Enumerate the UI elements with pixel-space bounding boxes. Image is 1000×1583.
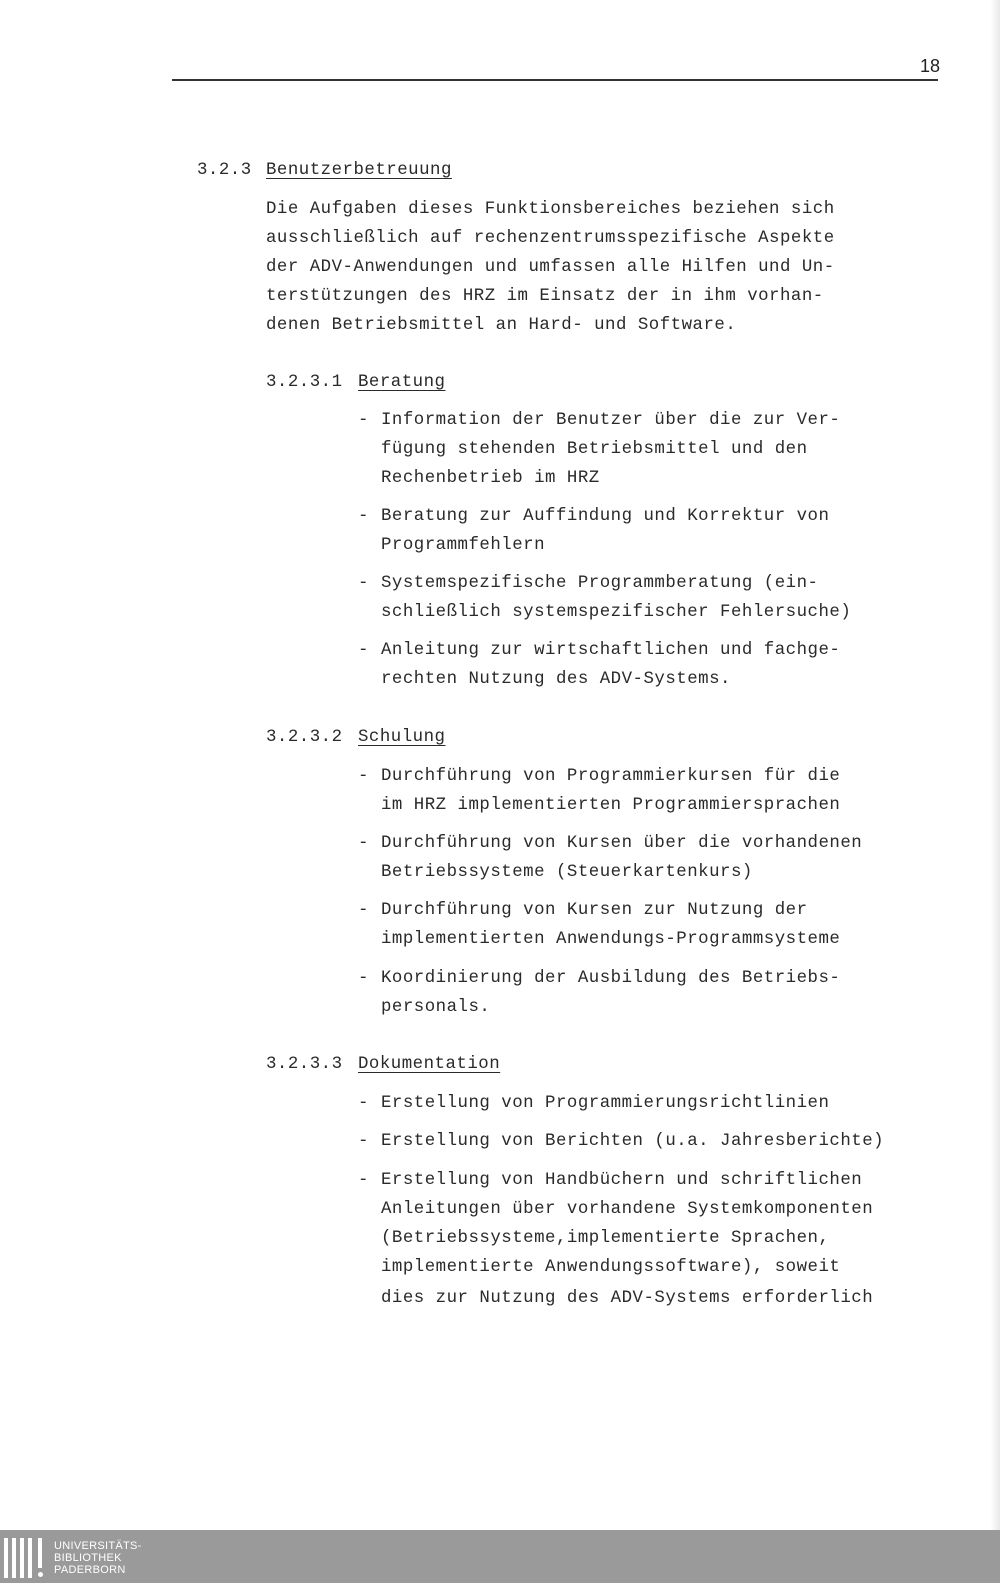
list-item-line: Betriebssysteme (Steuerkartenkurs) — [381, 863, 753, 882]
list-dash: - — [358, 767, 369, 786]
list-item-line: schließlich systemspezifischer Fehlersuche) — [381, 603, 852, 622]
page-number: 18 — [919, 56, 940, 76]
logo-text-line: BIBLIOTHEK — [54, 1552, 122, 1564]
list-dash: - — [358, 901, 369, 920]
list-dash: - — [358, 969, 369, 988]
list-item-line: Koordinierung der Ausbildung des Betriebs- — [381, 969, 841, 988]
list-dash: - — [358, 1132, 369, 1151]
list-item-line: personals. — [381, 998, 491, 1017]
section-title: Benutzerbetreuung — [266, 161, 452, 180]
list-item-line: Durchführung von Programmierkursen für die — [381, 767, 841, 786]
list-dash: - — [358, 411, 369, 430]
list-item-line: Anleitungen über vorhandene Systemkomponenten — [381, 1200, 874, 1219]
intro-line: der ADV-Anwendungen und umfassen alle Hilfen und Un- — [266, 258, 835, 277]
subsection-number: 3.2.3.1 — [266, 373, 343, 392]
list-item-line: im HRZ implementierten Programmiersprachen — [381, 796, 841, 815]
header-rule — [172, 79, 938, 81]
list-item-line: implementierte Anwendungssoftware), soweit — [381, 1258, 841, 1277]
intro-line: denen Betriebsmittel an Hard- und Software. — [266, 316, 737, 335]
list-dash: - — [358, 507, 369, 526]
subsection-title: Schulung — [358, 728, 446, 747]
list-item-line: Systemspezifische Programmberatung (ein- — [381, 574, 819, 593]
logo-text-line: PADERBORN — [54, 1564, 126, 1576]
subsection-number: 3.2.3.3 — [266, 1055, 343, 1074]
list-item-line: fügung stehenden Betriebsmittel und den — [381, 440, 808, 459]
list-item-line: Erstellung von Programmierungsrichtlinien — [381, 1094, 830, 1113]
list-dash: - — [358, 1171, 369, 1190]
list-item-line: dies zur Nutzung des ADV-Systems erforderlich — [381, 1289, 874, 1308]
list-item-line: Erstellung von Berichten (u.a. Jahresberichte) — [381, 1132, 885, 1151]
list-item-line: Information der Benutzer über die zur Ver- — [381, 411, 841, 430]
list-item-line: Anleitung zur wirtschaftlichen und fachge- — [381, 641, 841, 660]
list-item-line: rechten Nutzung des ADV-Systems. — [381, 670, 731, 689]
list-item-line: (Betriebssysteme,implementierte Sprachen, — [381, 1229, 830, 1248]
list-dash: - — [358, 1094, 369, 1113]
list-item-line: Durchführung von Kursen über die vorhandenen — [381, 834, 863, 853]
list-dash: - — [358, 574, 369, 593]
subsection-title: Dokumentation — [358, 1055, 501, 1074]
list-item-line: implementierten Anwendungs-Programmsysteme — [381, 930, 841, 949]
subsection-title: Beratung — [358, 373, 446, 392]
library-footer-bar — [0, 1530, 1000, 1583]
section-number: 3.2.3 — [197, 161, 252, 180]
list-dash: - — [358, 641, 369, 660]
list-item-line: Erstellung von Handbüchern und schriftlichen — [381, 1171, 863, 1190]
list-item-line: Beratung zur Auffindung und Korrektur von — [381, 507, 830, 526]
intro-line: Die Aufgaben dieses Funktionsbereiches beziehen sich — [266, 200, 835, 219]
list-dash: - — [358, 834, 369, 853]
library-logo-icon — [4, 1538, 48, 1578]
subsection-number: 3.2.3.2 — [266, 728, 343, 747]
list-item-line: Rechenbetrieb im HRZ — [381, 469, 600, 488]
list-item-line: Durchführung von Kursen zur Nutzung der — [381, 901, 808, 920]
list-item-line: Programmfehlern — [381, 536, 546, 555]
intro-line: ausschließlich auf rechenzentrumsspezifische Aspekte — [266, 229, 835, 248]
logo-text-line: UNIVERSITÄTS- — [54, 1540, 142, 1552]
page-edge-shadow — [990, 0, 1000, 1530]
intro-line: terstützungen des HRZ im Einsatz der in ihm vorhan- — [266, 287, 824, 306]
